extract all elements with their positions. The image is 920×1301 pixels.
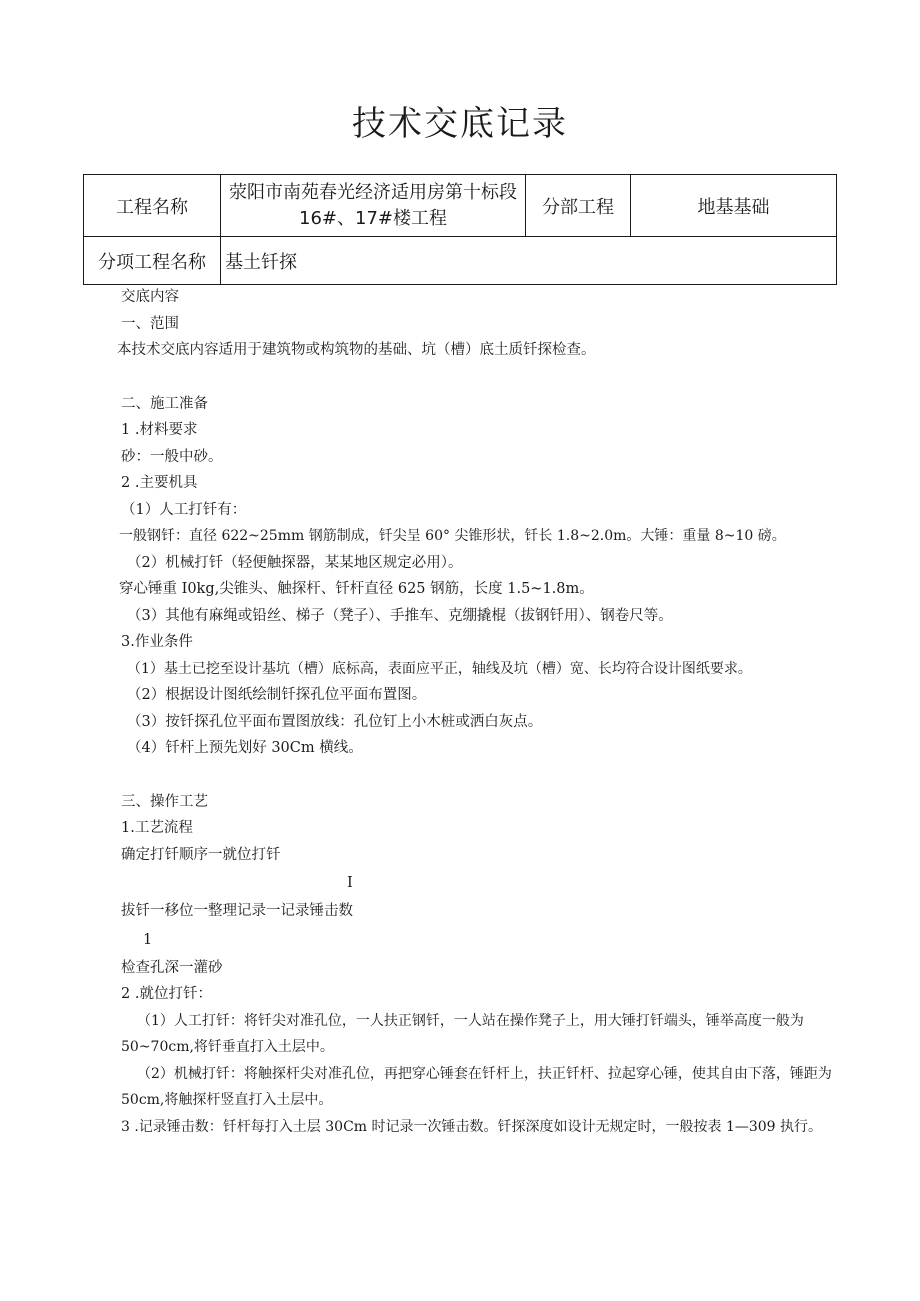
section-2-2a: （1）人工打钎有：	[121, 501, 247, 518]
section-3-2: 2 .就位打钎：	[121, 986, 212, 1002]
item-name-label: 分项工程名称	[84, 237, 221, 285]
section-3-1: 1.工艺流程	[121, 820, 193, 836]
section-1-text: 本技术交底内容适用于建筑物或构筑物的基础、坑（槽）底土质钎探检查。	[117, 342, 596, 358]
info-row-item	[84, 237, 837, 285]
info-table	[83, 174, 837, 285]
section-2-3d: （4）钎杆上预先划好 30Cm 横线。	[127, 740, 363, 756]
section-2-1: 1 .材料要求	[121, 422, 198, 438]
section-2-3c: （3）按钎探孔位平面布置图放线：孔位钉上小木桩或洒白灰点。	[127, 713, 543, 730]
section-3-3: 3 .记录锤击数：钎杆每打入土层 30Cm 时记录一次锤击数。钎探深度如设计无规定时，一般按表 1—309 执行。	[121, 1118, 823, 1135]
section-2-2c: （2）机械打钎（轻便触探器，某某地区规定必用）。	[127, 554, 463, 571]
section-3-title: 三、操作工艺	[121, 793, 208, 810]
section-1-title: 一、范围	[121, 315, 179, 332]
spacer	[121, 364, 841, 391]
sub-project-label: 分部工程	[526, 175, 631, 237]
section-2-2e: （3）其他有麻绳或铅丝、梯子（凳子）、手推车、克绷撬棍（拔钢钎用）、钢卷尺等。	[127, 607, 673, 624]
spacer	[121, 762, 841, 789]
section-3-2a: （1）人工打钎：将钎尖对准孔位，一人扶正钢钎，一人站在操作凳子上，用大锤打钎端头，锤举高度一般为 50~70cm,将钎垂直打入土层中。	[121, 1012, 804, 1055]
process-flow-2: 拔钎一移位一整理记录一记录锤击数	[121, 903, 353, 919]
document-title: 技术交底记录	[352, 104, 568, 144]
section-2-3a: （1）基土已挖至设计基坑（槽）底标高，表面应平正，轴线及坑（槽）宽、长均符合设计图纸要求。	[127, 660, 752, 677]
section-2-3b: （2）根据设计图纸绘制钎探孔位平面布置图。	[127, 687, 427, 703]
info-row-project	[84, 175, 837, 237]
project-name-value: 荥阳市南苑春光经济适用房第十标段16#、17#楼工程	[221, 175, 526, 237]
section-2-1a: 砂：一般中砂。	[121, 448, 223, 465]
sub-project-value: 地基基础	[631, 175, 837, 237]
process-flow-1: 确定打钎顺序一就位打钎	[121, 846, 281, 863]
section-2-2: 2 .主要机具	[121, 475, 198, 491]
project-name-label: 工程名称	[84, 175, 221, 237]
item-name-value: 基土钎探	[221, 237, 837, 285]
section-2-title: 二、施工准备	[121, 395, 208, 412]
disclosure-content	[117, 284, 841, 1140]
section-2-2b: 一般钢钎：直径 622~25mm 钢筋制成，钎尖呈 60° 尖锥形状，钎长 1.8~2.0m。大锤：重量 8~10 磅。	[119, 528, 786, 544]
section-2-2d: 穿心锤重 I0kg,尖锥头、触探杆、钎杆直径 625 钢筋，长度 1.5~1.8m。	[119, 581, 594, 597]
flow-arrow-mark-2: 1	[143, 931, 153, 948]
content-heading: 交底内容	[121, 289, 179, 305]
section-3-2b: （2）机械打钎：将触探杆尖对准孔位，再把穿心锤套在钎杆上，扶正钎杆、拉起穿心锤，使其自由下落，锤距为 50cm,将触探杆竖直打入土层中。	[121, 1065, 832, 1108]
section-2-3: 3.作业条件	[121, 634, 193, 650]
flow-arrow-mark-1: I	[347, 875, 353, 891]
process-flow-3: 检查孔深一灌砂	[121, 959, 223, 976]
